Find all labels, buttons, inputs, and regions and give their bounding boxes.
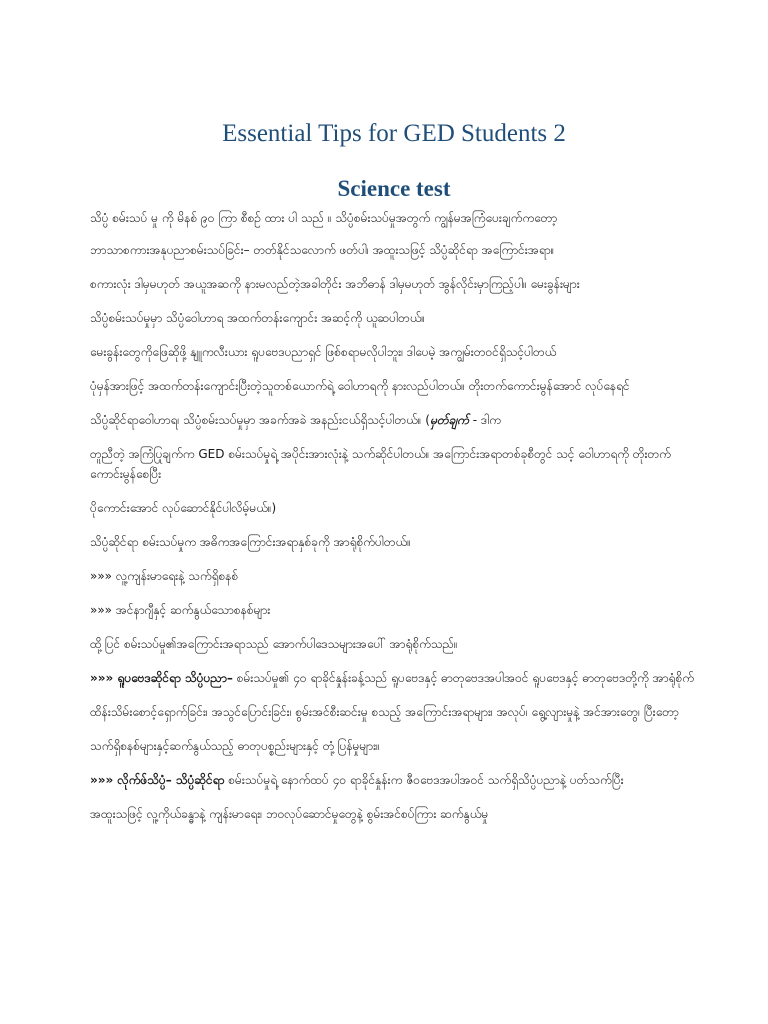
paragraph: သိပ္ပံဆိုင်ရာ စမ်းသပ်မှုက အဓိကအကြောင်းအရာနှစ်ခုကို အာရုံစိုက်ပါတယ်။ xyxy=(90,535,411,549)
paragraph-text: တူညီတဲ့ အကြံပြုချက်က xyxy=(90,447,199,461)
note-label: မှတ်ချက် xyxy=(429,413,469,427)
paragraph: မေးခွန်းတွေကိုဖြေဆိုဖို့ နျူကလီးယား ရူပဗေဒပညာရှင် ဖြစ်စရာမလိုပါဘူး၊ ဒါပေမဲ့ အကျွမ်းတဝင်ရှိသင့်ပါတယ် xyxy=(90,345,557,359)
list-item-heading: »»» လိုက်ဖ်သိပ္ပံ– သိပ္ပံဆိုင်ရာ xyxy=(90,773,225,787)
ged-text: GED xyxy=(198,447,225,461)
paragraph-text: စမ်းသပ်မှုရဲ့ အပိုင်းအားလုံးနဲ့ သက်ဆိုင်ပါတယ်။ အကြောင်းအရာတစ်ခုစီတွင် သင့် ဝေါဟာရကို တိုးတက်ကောင်းမွန်စေပြီး xyxy=(90,447,671,481)
list-item: »»» အင်နာဂျီနှင့် ဆက်နွယ်သောစနစ်များ xyxy=(90,603,271,617)
paragraph xyxy=(90,410,698,430)
paragraph: ထိန်းသိမ်းစောင့်ရှောက်ခြင်း၊ အသွင်ပြောင်းခြင်း၊ စွမ်းအင်စီးဆင်းမှု စသည့် အကြောင်းအရာများ၊ အလုပ်၊ ရွေ့လျားမှုနဲ့ အင်အားတွေ၊ ပြီးတော့ xyxy=(90,705,679,719)
paragraph: အထူးသဖြင့် လူ့ကိုယ်ခန္ဓာနဲ့ ကျန်းမာရေး၊ ဘဝလုပ်ဆောင်မှုတွေနဲ့ စွမ်းအင်စပ်ကြား ဆက်နွယ်မှု xyxy=(90,807,489,821)
paragraph: ဘာသာစကားအနုပညာစမ်းသပ်ခြင်း– တတ်နိုင်သလောက် ဖတ်ပါ၊ အထူးသဖြင့် သိပ္ပံဆိုင်ရာ အကြောင်းအရာ။ xyxy=(90,243,555,257)
paragraph: စကားလုံး ဒါမှမဟုတ် အယူအဆကို နားမလည်တဲ့အခါတိုင်း အဘိဓာန် ဒါမှမဟုတ် အွန်လိုင်းမှာကြည့်ပါ။ မေးခွန်းများ xyxy=(90,277,580,291)
paragraph xyxy=(90,444,698,484)
document-body xyxy=(90,208,698,824)
section-heading: Science test xyxy=(337,176,451,201)
paragraph: ထို့ပြင် စမ်းသပ်မှု၏အကြောင်းအရာသည် အောက်ပါဒေသများအပေါ် အာရုံစိုက်သည်။ xyxy=(90,637,458,651)
paragraph: ပိုကောင်းအောင် လုပ်ဆောင်နိုင်ပါလိမ့်မယ်။) xyxy=(90,501,277,515)
list-item xyxy=(90,770,698,790)
document-title: Essential Tips for GED Students 2 xyxy=(222,120,566,147)
paragraph: သိပ္ပံ စမ်းသပ် မှု ကို မိနစ် ၉၀ ကြာ စီစဉ် ထား ပါ သည် ။ သိပ္ပံစမ်းသပ်မှုအတွက် ကျွန်မအကြံပေးချက်ကတော့ xyxy=(90,211,558,225)
paragraph-text: သိပ္ပံဆိုင်ရာဝေါဟာရ၊ သိပ္ပံစမ်းသပ်မှုမှာ အခက်အခဲ အနည်းငယ်ရှိသင့်ပါတယ်။ ( xyxy=(90,413,430,427)
list-item-heading: »»» ရူပဗေဒဆိုင်ရာ သိပ္ပံပညာ– xyxy=(90,671,233,685)
paragraph: ပုံမှန်အားဖြင့် အထက်တန်းကျောင်းပြီးတဲ့သူတစ်ယောက်ရဲ့ ဝေါဟာရကို နားလည်ပါတယ်။ တိုးတက်ကောင်းမွန်အောင် လုပ်နေရင် xyxy=(90,379,630,393)
paragraph-text: စမ်းသပ်မှုရဲ့ နောက်ထပ် ၄၀ ရာခိုင်နှုန်းက ဇီဝဗေဒအပါအဝင် သက်ရှိသိပ္ပံပညာနဲ့ ပတ်သက်ပြီး xyxy=(224,773,624,787)
paragraph: သိပ္ပံစမ်းသပ်မှုမှာ သိပ္ပံဝေါဟာရ အထက်တန်းကျောင်း အဆင့်ကို ယူဆပါတယ်။ xyxy=(90,311,426,325)
list-item: »»» လူ့ကျန်းမာရေးနဲ့ သက်ရှိစနစ် xyxy=(90,569,239,583)
list-item xyxy=(90,668,698,688)
paragraph-text: - ဒါက xyxy=(468,413,501,427)
paragraph: သက်ရှိစနစ်များနှင့်ဆက်နွယ်သည့် ဓာတုပစ္စည်းများနှင့် တုံ့ပြန်မှုများ။ xyxy=(90,739,380,753)
paragraph-text: စမ်းသပ်မှု၏ ၄၀ ရာခိုင်နှုန်းခန့်သည် ရူပဗေဒနှင့် ဓာတုဗေဒအပါအဝင် ရူပဗေဒနှင့် ဓာတုဗေဒတို့ကို အာရုံစိုက် xyxy=(232,671,694,685)
